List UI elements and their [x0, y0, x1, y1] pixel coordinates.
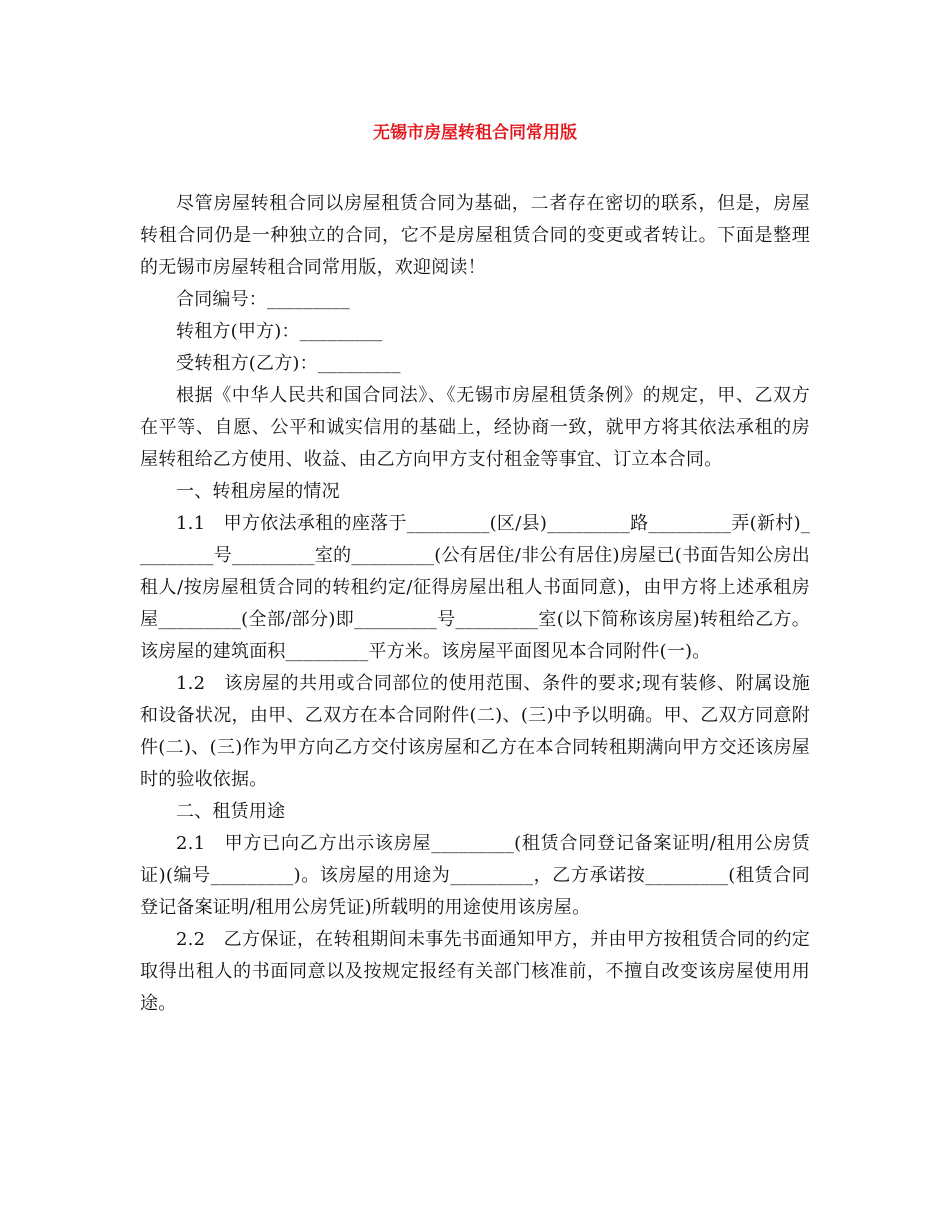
- section-heading-1: 一、转租房屋的情况: [176, 481, 340, 502]
- paragraph-party-a: 转租方(甲方)：_________: [176, 321, 383, 342]
- paragraph-legal-basis: 根据《中华人民共和国合同法》、《无锡市房屋租赁条例》的规定，甲、乙双方在平等、自愿、公平和诚实信用的基础上，经协商一致，就甲方将其依法承租的房屋转租给乙方使用、收益、由乙方向甲方支付租金等事宜、订立本合同。: [140, 385, 810, 470]
- document-title: 无锡市房屋转租合同常用版: [373, 123, 577, 143]
- clause-1-2: 1.2 该房屋的共用或合同部位的使用范围、条件的要求;现有装修、附属设施和设备状况，由甲、乙双方在本合同附件(二)、(三)中予以明确。甲、乙双方同意附件(二)、(三)作为甲方向乙方交付该房屋和乙方在本合同转租期满向甲方交还该房屋时的验收依据。: [140, 673, 810, 790]
- section-heading-2: 二、租赁用途: [176, 801, 286, 822]
- paragraph-party-b: 受转租方(乙方)：_________: [176, 353, 401, 374]
- paragraph-intro: 尽管房屋转租合同以房屋租赁合同为基础，二者存在密切的联系，但是，房屋转租合同仍是一种独立的合同，它不是房屋租赁合同的变更或者转让。下面是整理的无锡市房屋转租合同常用版，欢迎阅读！: [140, 193, 810, 278]
- clause-2-1: 2.1 甲方已向乙方出示该房屋_________(租赁合同登记备案证明/租用公房赁证)(编号_________)。该房屋的用途为_________，乙方承诺按_________(租赁合同登记备案证明/租用公房凭证)所载明的用途使用该房屋。: [140, 833, 810, 918]
- clause-2-2: 2.2 乙方保证，在转租期间未事先书面通知甲方，并由甲方按租赁合同的约定取得出租人的书面同意以及按规定报经有关部门核准前，不擅自改变该房屋使用用途。: [140, 929, 810, 1014]
- paragraph-contract-number: 合同编号：_________: [176, 289, 350, 310]
- document-body: [140, 188, 810, 1020]
- clause-1-1: 1.1 甲方依法承租的座落于_________(区/县)_________路_________弄(新村)_________号_________室的_________(公有居住/非公有居住)房屋已(书面告知公房出租人/按房屋租赁合同的转租约定/征得房屋出租人书面同意)，由甲方将上述承租房屋_________(全部/部分)即_________号_________室(以下简称该房屋)转租给乙方。该房屋的建筑面积_________平方米。该房屋平面图见本合同附件(一)。: [140, 513, 810, 662]
